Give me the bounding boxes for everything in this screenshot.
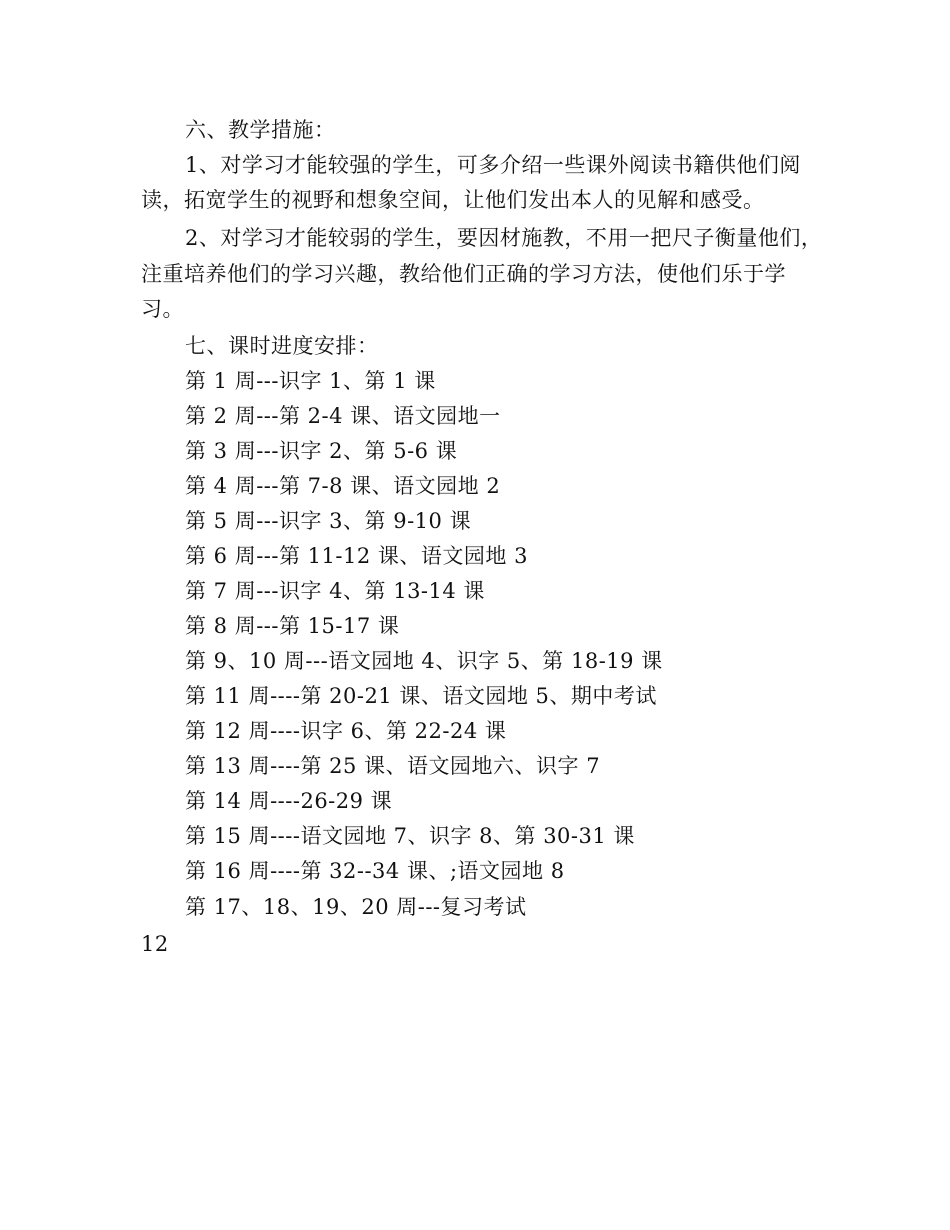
- schedule-item: 第 8 周---第 15-17 课: [185, 614, 400, 638]
- schedule-item: 第 6 周---第 11-12 课、语文园地 3: [185, 544, 528, 568]
- schedule-item: 第 1 周---识字 1、第 1 课: [185, 369, 436, 393]
- schedule-item: 第 5 周---识字 3、第 9-10 课: [185, 509, 472, 533]
- section-6-item-1-line-2: 读，拓宽学生的视野和想象空间，让他们发出本人的见解和感受。: [141, 188, 765, 212]
- schedule-item: 第 16 周----第 32--34 课、;语文园地 8: [185, 859, 565, 883]
- schedule-item: 第 4 周---第 7-8 课、语文园地 2: [185, 474, 501, 498]
- schedule-item: 第 13 周----第 25 课、语文园地六、识字 7: [185, 754, 601, 778]
- section-6-heading: 六、教学措施：: [185, 118, 336, 142]
- section-6-item-2-line-1: 2、对学习才能较弱的学生，要因材施教，不用一把尺子衡量他们，: [185, 226, 823, 250]
- schedule-item: 第 2 周---第 2-4 课、语文园地一: [185, 404, 501, 428]
- schedule-item: 第 3 周---识字 2、第 5-6 课: [185, 439, 458, 463]
- schedule-item: 第 15 周----语文园地 7、识字 8、第 30-31 课: [185, 824, 635, 848]
- schedule-item: 第 9、10 周---语文园地 4、识字 5、第 18-19 课: [185, 649, 663, 673]
- schedule-item: 第 14 周----26-29 课: [185, 789, 393, 813]
- schedule-item: 第 11 周----第 20-21 课、语文园地 5、期中考试: [185, 684, 657, 708]
- section-6-item-2-line-3: 习。: [141, 297, 184, 321]
- schedule-item: 第 12 周----识字 6、第 22-24 课: [185, 719, 507, 743]
- section-6-item-2-line-2: 注重培养他们的学习兴趣，教给他们正确的学习方法，使他们乐于学: [141, 262, 786, 286]
- section-6-item-1-line-1: 1、对学习才能较强的学生，可多介绍一些课外阅读书籍供他们阅: [185, 153, 801, 177]
- schedule-item: 第 17、18、19、20 周---复习考试: [185, 895, 527, 919]
- page-number: 12: [141, 932, 169, 956]
- schedule-item: 第 7 周---识字 4、第 13-14 课: [185, 579, 485, 603]
- section-7-heading: 七、课时进度安排：: [185, 334, 379, 358]
